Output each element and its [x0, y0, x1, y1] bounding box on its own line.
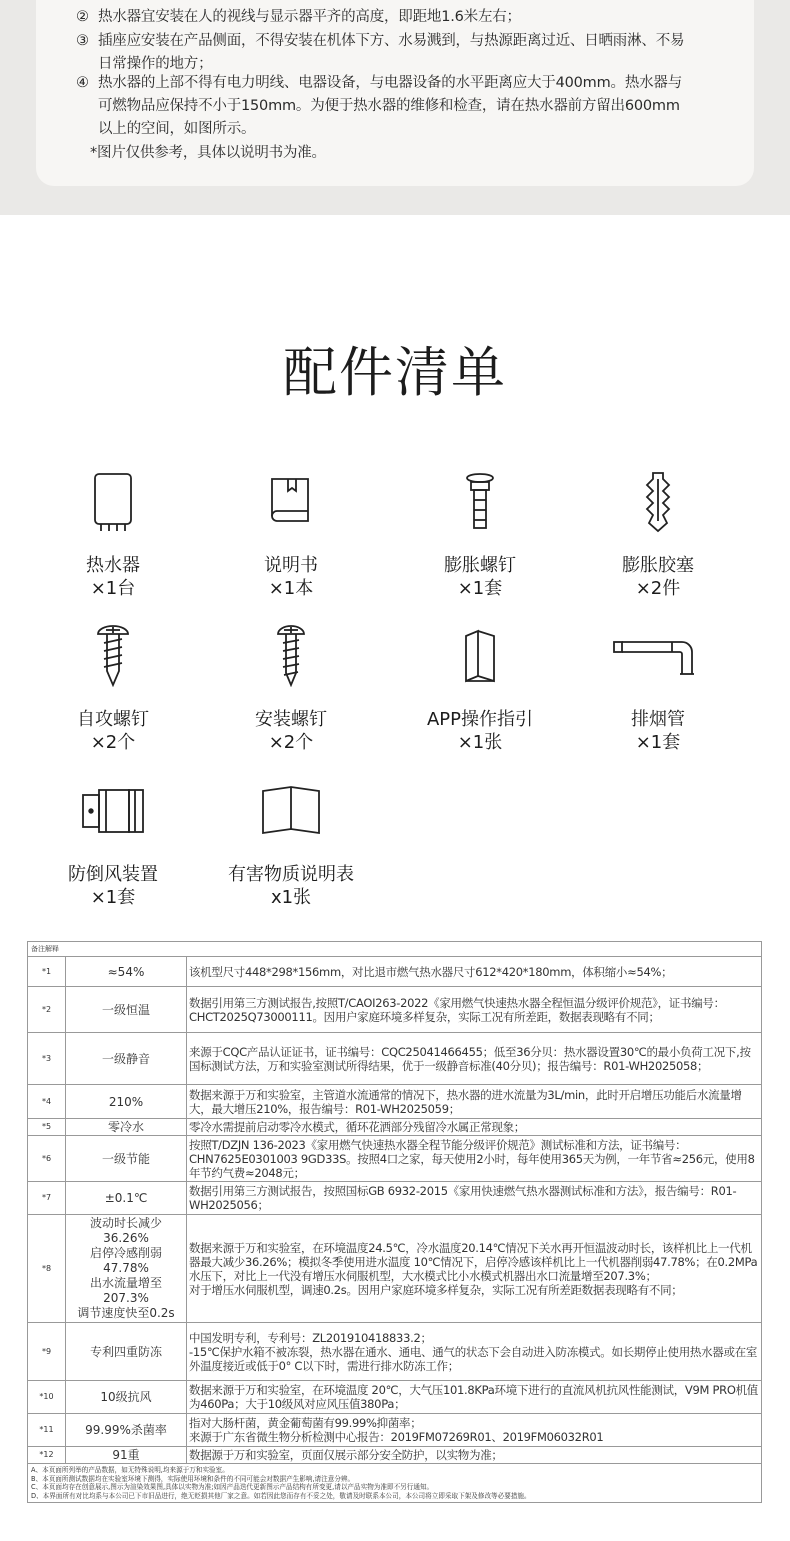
accessory-mounting-screw: 安装螺钉 ×2个	[201, 624, 381, 754]
accessory-hazard-sheet: 有害物质说明表 x1张	[201, 779, 381, 909]
table-row: *10 10级抗风 数据来源于万和实验室，在环境温度 20℃，大气压101.8KPa环境下进行的直流风机抗风性能测试，V9M PRO机值为460Pa；大于10级风对应风压值380Pa；	[28, 1381, 762, 1414]
note-line: 日常操作的地方；	[98, 56, 213, 72]
tapping-screw-icon	[23, 624, 203, 688]
accessory-anti-backdraft: 防倒风装置 ×1套	[23, 779, 203, 909]
note-line: ④ 热水器的上部不得有电力明线、电器设备，与电器设备的水平距离应大于400mm。热水器与	[76, 75, 683, 91]
anti-backdraft-icon	[23, 779, 203, 843]
folded-leaflet-icon	[390, 624, 570, 688]
table-row: *5 零冷水 零冷水需提前启动零冷水模式，循环花洒部分残留冷水属正常现象；	[28, 1119, 762, 1136]
table-row: *9 专利四重防冻 中国发明专利，专利号：ZL201910418833.2； -15℃保护水箱不被冻裂，热水器在通水、通电、通气的状态下会自动进入防冻模式。如长期停止使用热水器或在室外温度接近或低于0° C以下时，需进行排水防冻工作；	[28, 1323, 762, 1381]
accessory-manual: 说明书 ×1本	[201, 470, 381, 600]
table-row: *7 ±0.1℃ 数据引用第三方测试报告，按照国标GB 6932-2015《家用快速燃气热水器测试标准和方法》，报告编号：R01-WH2025056；	[28, 1182, 762, 1215]
accessory-water-heater: 热水器 ×1台	[23, 470, 203, 600]
table-row: *8 波动时长减少36.26% 启停冷感削弱47.78% 出水流量增至207.3% 调节速度快至0.2s 数据来源于万和实验室，在环境温度24.5℃，冷水温度20.14℃情况下关水再开恒温波动时长，该样机比上一代机器最大减少36.26%；模拟冬季使用进水温度 10℃情况下，启停冷感该样机比上一代机器削弱47.78%；在0.2MPa水压下，对比上一代没有增压水伺服机型，大水模式比小水模式机器出水口流量增至207.3%； 对于增压水伺服机型，调速0.2s。因用户家庭环境多样复杂，实际工况有所差距数据表现略有不同；	[28, 1215, 762, 1323]
accessory-expansion-bolt: 膨胀螺钉 ×1套	[390, 470, 570, 600]
disclaimer-line: C、本页面均存在创意展示,图示为渲染效果图,具体以实物为准;如因产品迭代更新图示产品结构有所变更,请以产品实物为准即不另行通知。	[31, 1483, 434, 1492]
table-row: *4 210% 数据来源于万和实验室，主管道水流通常的情况下，热水器的进水流量为3L/min，此时开启增压功能后水流量增大，最大增压210%，报告编号：R01-WH2025059；	[28, 1085, 762, 1119]
flue-pipe-icon	[568, 624, 748, 688]
table-row: *2 一级恒温 数据引用第三方测试报告,按照T/CAOI263-2022《家用燃气快速热水器全程恒温分级评价规范》，证书编号：CHCT2025Q73000111。因用户家庭环境多样复杂，实际工况有所差距，数据表现略有不同；	[28, 987, 762, 1033]
water-heater-icon	[23, 470, 203, 534]
accessory-tapping-screw: 自攻螺钉 ×2个	[23, 624, 203, 754]
table-row: *12 91重 数据源于万和实验室，页面仅展示部分安全防护，以实物为准；	[28, 1447, 762, 1464]
footnotes-table	[27, 941, 762, 1503]
install-notes-band	[0, 0, 790, 215]
accessory-app-guide: APP操作指引 ×1张	[390, 624, 570, 754]
accessory-flue-pipe: 排烟管 ×1套	[568, 624, 748, 754]
table-row: *6 一级节能 按照T/DZJN 136-2023《家用燃气快速热水器全程节能分级评价规范》测试标准和方法，证书编号：CHN7625E0301003 9GD33S。按照4口之家，每天使用2小时，每年使用365天为例，一年节省≈256元，使用8年节约气费≈2048元；	[28, 1136, 762, 1182]
disclaimer-line: D、本界面所有对比均系与本公司已下市旧品进行，绝无贬损其他厂家之意。如若因此您而存有不妥之处，敬请及时联系本公司，本公司将立即采取下架及修改等必要措施。	[31, 1491, 531, 1500]
accessories-title: 配件清单	[283, 341, 507, 404]
table-row: *3 一级静音 来源于CQC产品认证证书，证书编号：CQC25041466455；低至36分贝：热水器设置30℃的最小负荷工况下,按国标测试方法，万和实验室测试所得结果，优于一级静音标准(40分贝)；报告编号：R01-WH2025058；	[28, 1033, 762, 1085]
note-line: *图片仅供参考，具体以说明书为准。	[90, 145, 326, 161]
disclaimer-line: A、本页面所列举的产品数据，如无特殊说明,均来源于万和实验室。	[31, 1466, 229, 1474]
wall-plug-icon	[568, 470, 748, 534]
note-line: 可燃物品应保持不小于150mm。为便于热水器的维修和检查，请在热水器前方留出600mm	[98, 98, 680, 114]
footnotes-header-row: 备注解释	[28, 942, 762, 957]
open-sheet-icon	[201, 779, 381, 843]
disclaimer-line: B、本页面所测试数据均在实验室环境下测得，实际使用环境和条件的不同可能会对数据产生影响,请注意分辨。	[31, 1474, 355, 1483]
note-line: 以上的空间，如图所示。	[98, 121, 256, 137]
table-row: *11 99.99%杀菌率 指对大肠杆菌，黄金葡萄菌有99.99%抑菌率； 来源于广东省微生物分析检测中心报告：2019FM07269R01、2019FM06032R01	[28, 1414, 762, 1447]
note-line: ③ 插座应安装在产品侧面，不得安装在机体下方、水易溅到，与热源距离过近、日晒雨淋、不易	[76, 33, 685, 49]
mounting-screw-icon	[201, 624, 381, 688]
note-line: ② 热水器宜安装在人的视线与显示器平齐的高度，即距地1.6米左右；	[76, 9, 521, 25]
table-row: *1 ≈54% 该机型尺寸448*298*156mm，对比退市燃气热水器尺寸612*420*180mm，体积缩小≈54%；	[28, 957, 762, 987]
manual-book-icon	[201, 470, 381, 534]
accessory-wall-plug: 膨胀胶塞 ×2件	[568, 470, 748, 600]
expansion-bolt-icon	[390, 470, 570, 534]
disclaimer-row	[28, 1464, 762, 1503]
install-notes-card	[36, 0, 754, 186]
